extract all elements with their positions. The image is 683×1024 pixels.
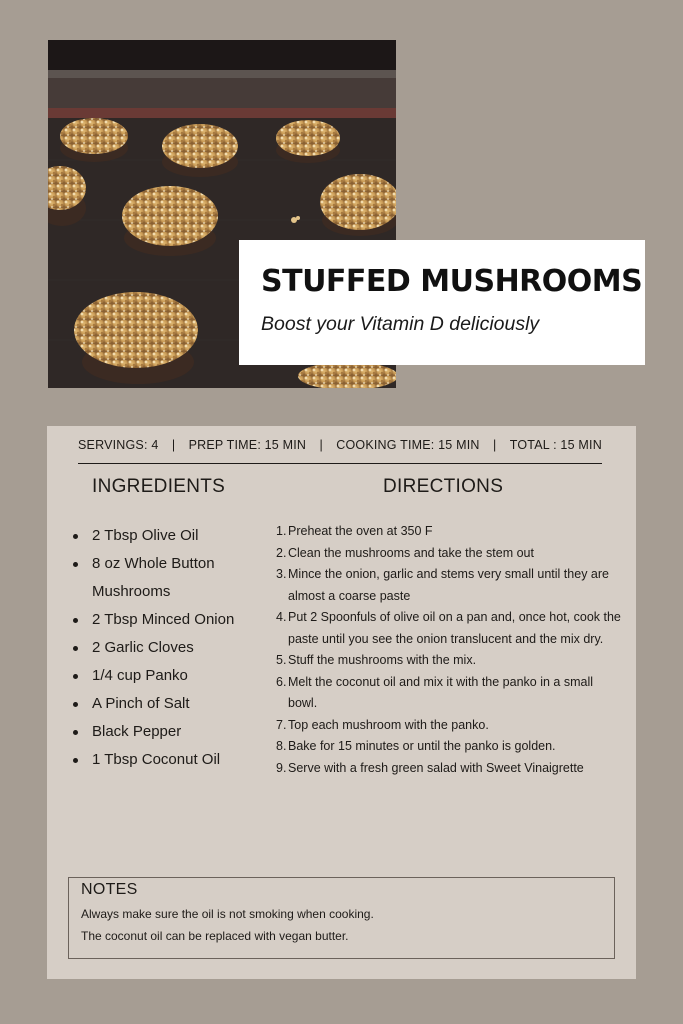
- meta-separator: |: [171, 438, 176, 452]
- bullet-icon: [73, 562, 78, 567]
- ingredients-list: [92, 522, 282, 774]
- title-card: [239, 240, 645, 365]
- ingredient-item: 2 Tbsp Olive Oil: [92, 522, 282, 550]
- prep-time: PREP TIME: 15 MIN: [188, 438, 307, 452]
- direction-step: 1. Preheat the oven at 350 F: [276, 524, 433, 538]
- ingredients-heading: INGREDIENTS: [92, 476, 226, 497]
- direction-step: 8. Bake for 15 minutes or until the panko is golden.: [276, 739, 556, 753]
- ingredient-item: 8 oz Whole Button Mushrooms: [92, 550, 282, 606]
- cooking-time: COOKING TIME: 15 MIN: [336, 438, 480, 452]
- direction-step: 5. Stuff the mushrooms with the mix.: [276, 653, 477, 667]
- direction-step: 6. Melt the coconut oil and mix it with the panko in a small bowl.: [276, 674, 594, 710]
- notes-heading: NOTES: [81, 881, 138, 898]
- bullet-icon: [73, 618, 78, 623]
- direction-step: 3. Mince the onion, garlic and stems very small until they are almost a coarse paste: [276, 567, 609, 603]
- ingredient-item: A Pinch of Salt: [92, 690, 282, 718]
- directions-list: [276, 521, 621, 779]
- note-line: Always make sure the oil is not smoking when cooking.: [81, 907, 374, 921]
- recipe-meta-bar: [78, 438, 602, 464]
- directions-heading: DIRECTIONS: [383, 476, 504, 497]
- meta-separator: |: [319, 438, 323, 452]
- recipe-subtitle: Boost your Vitamin D deliciously: [261, 313, 540, 335]
- direction-step: 9. Serve with a fresh green salad with Sweet Vinaigrette: [276, 760, 584, 775]
- meta-separator: |: [492, 438, 497, 452]
- total-time: TOTAL : 15 MIN: [509, 438, 602, 452]
- recipe-card: [47, 426, 636, 979]
- ingredient-item: 2 Garlic Cloves: [92, 634, 282, 662]
- bullet-icon: [73, 534, 78, 539]
- note-line: The coconut oil can be replaced with vegan butter.: [81, 929, 349, 943]
- ingredient-item: Black Pepper: [92, 718, 282, 746]
- direction-step: 2. Clean the mushrooms and take the stem out: [276, 545, 534, 560]
- servings: SERVINGS: 4: [78, 438, 159, 452]
- bullet-icon: [73, 702, 78, 707]
- direction-step: 7. Top each mushroom with the panko.: [276, 717, 489, 732]
- notes-box: [68, 877, 615, 959]
- bullet-icon: [73, 646, 78, 651]
- direction-step: 4. Put 2 Spoonfuls of olive oil on a pan and, once hot, cook the paste until you see the onion translucent and the mix dry.: [276, 610, 621, 646]
- bullet-icon: [73, 730, 78, 735]
- bullet-icon: [73, 674, 78, 679]
- ingredient-item: 2 Tbsp Minced Onion: [92, 606, 282, 634]
- ingredient-item: 1/4 cup Panko: [92, 662, 282, 690]
- recipe-title: STUFFED MUSHROOMS: [261, 264, 643, 299]
- bullet-icon: [73, 758, 78, 763]
- ingredient-item: 1 Tbsp Coconut Oil: [92, 746, 282, 774]
